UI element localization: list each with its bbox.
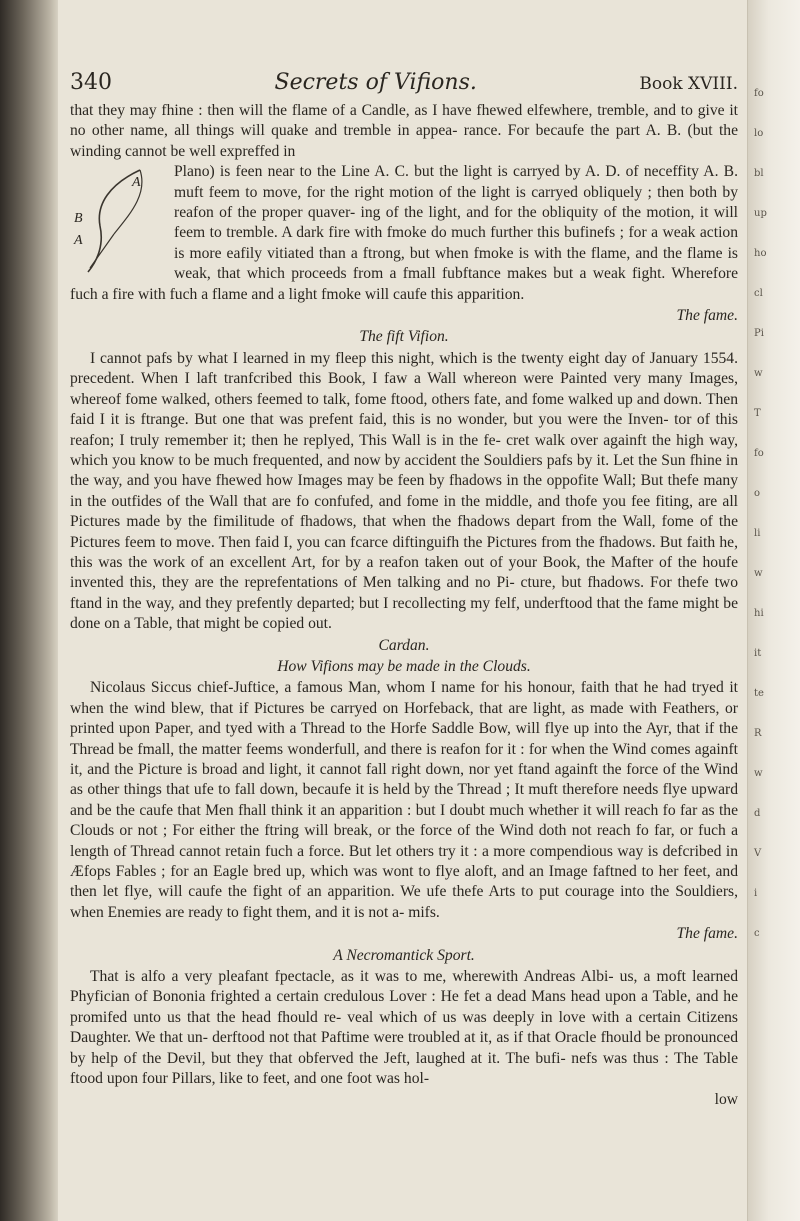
- diagram-label-a-top: A: [132, 175, 141, 191]
- diagram-label-a-bottom: A: [74, 233, 83, 249]
- page: [70, 70, 738, 1110]
- paragraph-1: that they may fhine : then will the flame of a Candle, as I have fhewed elfewhere, tremble, and to give it no other name, all things will quake and tremble in appea- rance. For becaufe the part A. B. (but the winding cannot be well expreffed in: [70, 102, 738, 160]
- diagram-label-b: B: [74, 211, 83, 227]
- paragraph-1-wrap: Plano) is feen near to the Line A. C. but the light is carryed by A. D. of neceffity A. B. muft feem to move, for the right motion of the light is carryed obliquely ; then both by reafon of the proper quaver- ing of the light, and for the obliquity of the motion, it will feem to tremble. A dark fire with fmoke do much further this bufinefs ; for a weak action is more eafily vitiated than a ftrong, but when fmoke is with the flame, and the flame is weak, that which proceeds from a fmall fubftance makes but a weak fight. Wherefore fuch a fire with fuch a flame and a light fmoke will caufe this apparition.: [70, 163, 738, 303]
- catchword: low: [714, 1090, 738, 1108]
- edge-fragment: fo: [754, 88, 764, 99]
- book-spine: [0, 0, 58, 1221]
- heading-necromantick: A Necromantick Sport.: [333, 946, 475, 964]
- edge-fragment: i: [754, 888, 758, 899]
- edge-fragment: hi: [754, 608, 764, 619]
- body-text: [70, 101, 738, 1110]
- running-title: Secrets of Vifions.: [274, 70, 477, 95]
- heading-fift-vifion: The fift Vifion.: [359, 328, 449, 346]
- edge-fragment: ho: [754, 248, 767, 259]
- edge-fragment: w: [754, 768, 763, 779]
- paragraph-3: Nicolaus Siccus chief-Juftice, a famous Man, whom I name for his honour, faith that he had tryed it when the wind blew, that if Pictures be carryed on Horfeback, that are light, as made with Feathers, or printed upon Paper, and tyed with a Thread to the Horfe Saddle Bow, will flye up into the Ayr, that if the Thread be fmall, the matter feems wonderfull, and there is reafon for it : for when the Wind comes againft it, and the Picture is broad and light, it cannot fall right down, nor yet ftand againft the force of the Wind as other things that ufe to fall down, becaufe it is held by the Thread ; It muft therefore needs flye upward and be the caufe that Men fhall think it an apparition : but I doubt much whether it will reach fo far as the Clouds or not ; For either the ftring will break, or the force of the Wind doth not reach fo far, or fuch a length of Thread cannot retain fuch a force. But let others try it : a more compendious way is defcribed in Æfops Fables ; for an Eagle bred up, which was wont to flye aloft, and an Image faftned to her feet, and then let flye, will caufe the fight of an apparition. We ufe thefe Arts to put courage into the Souldiers, when Enemies are ready to fight them, and it is not a- mifs.: [70, 679, 738, 921]
- attribution-1: The fame.: [676, 307, 738, 325]
- paragraph-2: I cannot pafs by what I learned in my fleep this night, which is the twenty eight day of January 1554. precedent. When I laft tranfcribed this Book, I faw a Wall whereon were Painted very many Images, whereof fome walked, others feemed to talk, fome ftood, others fate, and fome walked up and down. Then faid I it is ftrange. But one that was prefent faid, this is no wonder, but you were the Inven- tor of this reafon; I truly remember it; then he replyed, This Wall is in the fe- cret walk over againft the high way, which you know to be much frequented, and now by accident the Souldiers pafs by it. Let the Sun fhine in the way, and you have fhewed how Images may be feen by fhadows in the oppofite Wall; But thefe many in the outfides of the Wall that are fo confufed, and fome in the middle, and thofe you fee fiting, are all Pictures made by the fimilitude of fhadows, that when the fhadows depart from the Wall, fome of the Pictures feem to move. Then faid I, you can fcarce diftinguifh the Pictures from the fhadows. But faith he, this was the work of an excellent Art, for by a reafon taken out of your Book, the Mafter of the houfe invented this, they are the reprefentations of Men talking and no Pi- cture, but fhadows. For thefe two ftand in the way, and they prefently departed; but I recollecting my felf, underftood that the fame might be done on a Table, that might be copied out.: [70, 349, 738, 633]
- edge-fragment: w: [754, 568, 763, 579]
- edge-fragment: R: [754, 728, 762, 739]
- edge-fragment: cl: [754, 288, 763, 299]
- edge-fragment: te: [754, 688, 764, 699]
- edge-fragment: li: [754, 528, 761, 539]
- edge-fragment: c: [754, 928, 760, 939]
- edge-fragment: Pi: [754, 328, 764, 339]
- page-number: 340: [70, 70, 112, 95]
- edge-fragment: up: [754, 208, 767, 219]
- candle-diagram: [70, 164, 166, 276]
- attribution-2: Cardan.: [378, 636, 430, 654]
- facing-page-edge: [747, 0, 800, 1221]
- edge-fragment: V: [754, 848, 762, 859]
- edge-fragment: d: [754, 808, 761, 819]
- running-header: [70, 70, 738, 95]
- edge-fragment: o: [754, 488, 761, 499]
- edge-fragment: fo: [754, 448, 764, 459]
- edge-fragment: it: [754, 648, 762, 659]
- book-number: Book XVIII.: [639, 74, 738, 94]
- paragraph-4: That is alfo a very pleafant fpectacle, as it was to me, wherewith Andreas Albi- us, a moft learned Phyfician of Bononia frighted a certain credulous Lover : He fet a dead Mans head upon a Table, and he promifed unto us that the head fhould re- veal which of us was deeply in love with a certain Citizens Daughter. We that un- derftood not that Paftime were troubled at it, as if that Oracle fhould be pronounced by help of the Devil, but they that obferved the Jeft, laughed at it. The bufi- nefs was thus : The Table ftood upon four Pillars, like to feet, and one foot was hol-: [70, 968, 738, 1088]
- edge-fragment: T: [754, 408, 761, 419]
- heading-clouds: How Vifions may be made in the Clouds.: [277, 657, 531, 675]
- attribution-3: The fame.: [676, 925, 738, 943]
- edge-fragment: w: [754, 368, 763, 379]
- edge-fragment: lo: [754, 128, 764, 139]
- edge-fragment: bl: [754, 168, 764, 179]
